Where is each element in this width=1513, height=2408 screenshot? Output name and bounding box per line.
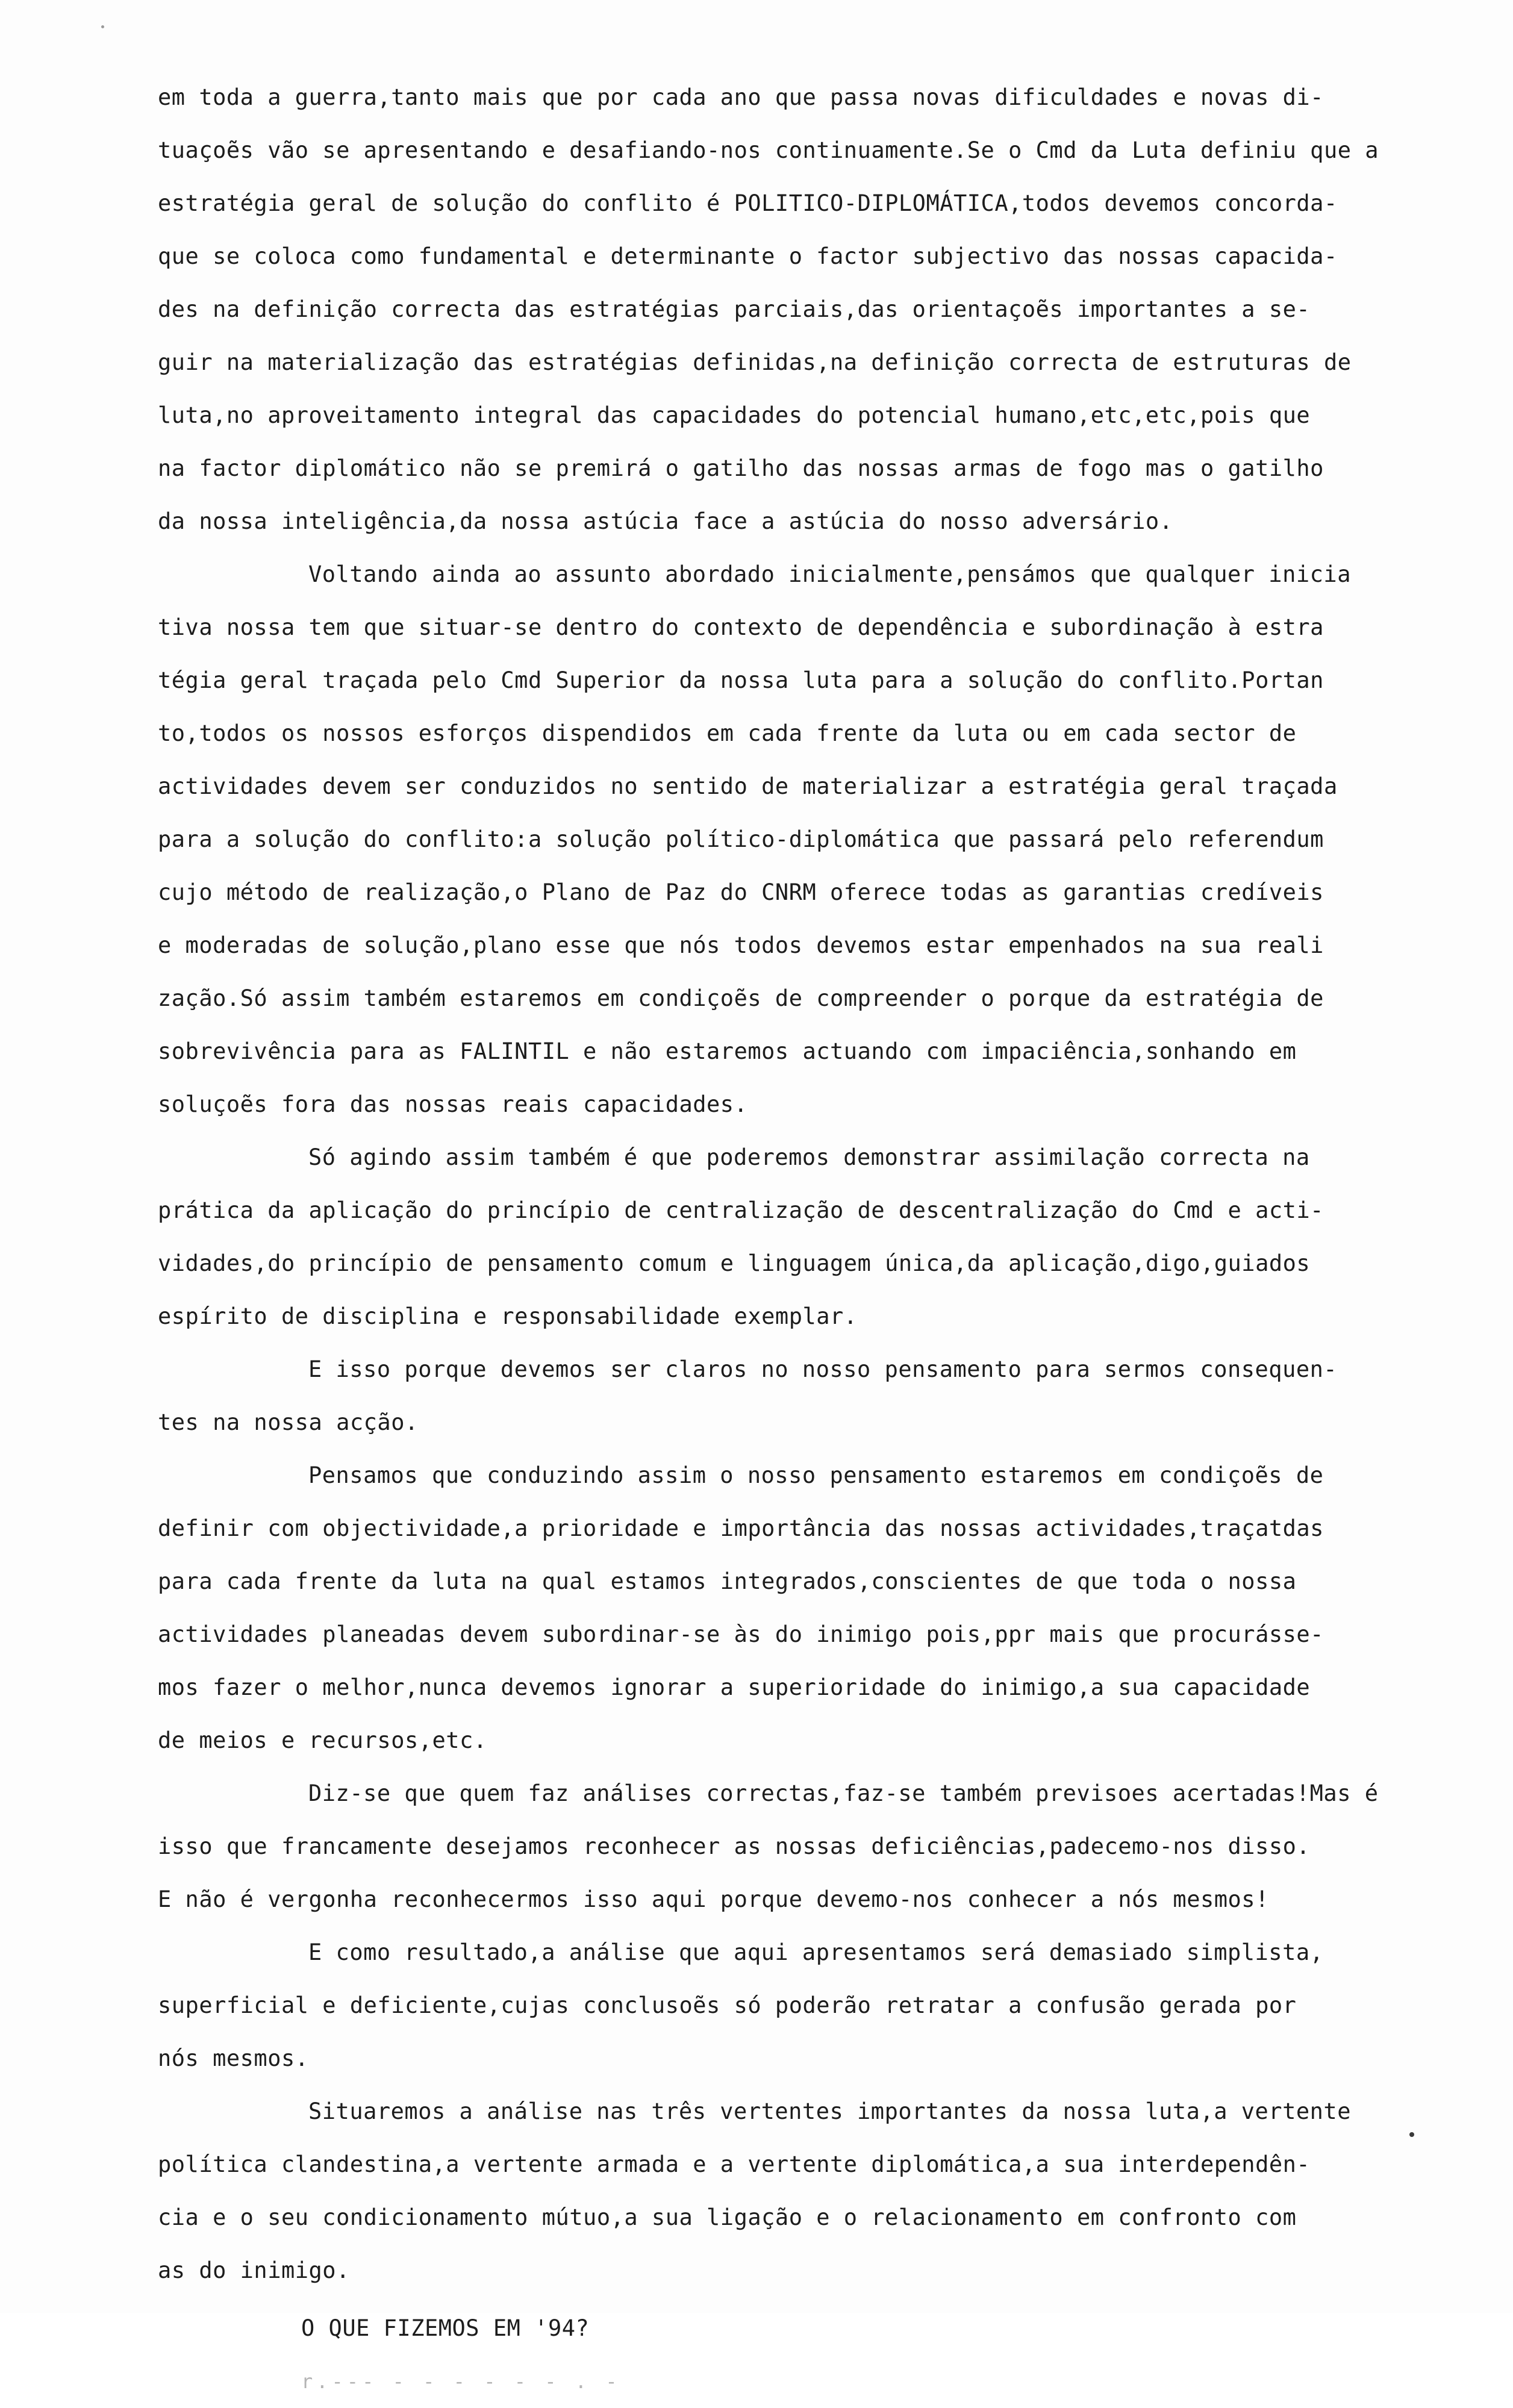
- paragraph-line: soluçoẽs fora das nossas reais capacidades.: [158, 1091, 748, 1117]
- paragraph-line: cia e o seu condicionamento mútuo,a sua ligação e o relacionamento em confronto com: [158, 2204, 1297, 2230]
- paragraph-first-line: Diz-se que quem faz análises correctas,faz-se também previsoes acertadas!Mas é: [308, 1780, 1379, 1806]
- paragraph-line: zação.Só assim também estaremos em condiçoẽs de compreender o porque da estratégia de: [158, 985, 1324, 1011]
- paragraph-line: na factor diplomático não se premirá o gatilho das nossas armas de fogo mas o gatilho: [158, 455, 1324, 481]
- paragraph-line: E não é vergonha reconhecermos isso aqui porque devemo-nos conhecer a nós mesmos!: [158, 1886, 1269, 1912]
- faint-cut-off-line: r.--- - - - - - - . -: [301, 2370, 621, 2393]
- paragraph-line: de meios e recursos,etc.: [158, 1727, 487, 1753]
- paragraph-first-line: em toda a guerra,tanto mais que por cada ano que passa novas dificuldades e novas di-: [158, 84, 1324, 110]
- section-heading: O QUE FIZEMOS EM '94?: [301, 2315, 590, 2341]
- paragraph-line: e moderadas de solução,plano esse que nós todos devemos estar empenhados na sua reali: [158, 932, 1324, 958]
- paragraph-first-line: E como resultado,a análise que aqui apresentamos será demasiado simplista,: [308, 1939, 1324, 1965]
- paragraph-line: tégia geral traçada pelo Cmd Superior da nossa luta para a solução do conflito.Portan: [158, 667, 1324, 693]
- paragraph-line: que se coloca como fundamental e determinante o factor subjectivo das nossas capacida-: [158, 243, 1338, 269]
- paragraph-line: actividades planeadas devem subordinar-se às do inimigo pois,ppr mais que procurásse-: [158, 1621, 1324, 1647]
- paragraph-line: as do inimigo.: [158, 2257, 350, 2283]
- paragraph-first-line: Só agindo assim também é que poderemos demonstrar assimilação correcta na: [308, 1144, 1310, 1170]
- paragraph-first-line: Situaremos a análise nas três vertentes importantes da nossa luta,a vertente: [308, 2098, 1351, 2124]
- paragraph-first-line: Pensamos que conduzindo assim o nosso pensamento estaremos em condiçoẽs de: [308, 1462, 1324, 1488]
- paragraph-line: da nossa inteligência,da nossa astúcia face a astúcia do nosso adversário.: [158, 508, 1173, 534]
- paragraph-line: isso que francamente desejamos reconhecer as nossas deficiências,padecemo-nos disso.: [158, 1833, 1311, 1859]
- paragraph-line: nós mesmos.: [158, 2045, 309, 2071]
- paragraph-line: to,todos os nossos esforços dispendidos em cada frente da luta ou em cada sector de: [158, 720, 1297, 746]
- paragraph-line: tes na nossa acção.: [158, 1409, 419, 1435]
- paragraph-first-line: Voltando ainda ao assunto abordado inicialmente,pensámos que qualquer inicia: [308, 561, 1351, 587]
- paragraph-line: estratégia geral de solução do conflito é POLITICO-DIPLOMÁTICA,todos devemos concorda-: [158, 190, 1338, 216]
- paragraph-line: superficial e deficiente,cujas conclusoẽs só poderão retratar a confusão gerada por: [158, 1992, 1297, 2018]
- paragraph-line: definir com objectividade,a prioridade e importância das nossas actividades,traçatdas: [158, 1515, 1324, 1541]
- paragraph-line: prática da aplicação do princípio de centralização de descentralização do Cmd e acti-: [158, 1197, 1324, 1223]
- ink-speck: [1409, 2132, 1414, 2137]
- paragraph-line: actividades devem ser conduzidos no sentido de materializar a estratégia geral traçada: [158, 773, 1338, 799]
- ink-speck: [101, 25, 104, 28]
- paragraph-line: para a solução do conflito:a solução político-diplomática que passará pelo referendum: [158, 826, 1324, 852]
- document-body: [158, 71, 1441, 2408]
- paragraph-line: política clandestina,a vertente armada e a vertente diplomática,a sua interdependên-: [158, 2151, 1311, 2177]
- paragraph-line: des na definição correcta das estratégias parciais,das orientaçoẽs importantes a se-: [158, 296, 1311, 322]
- paragraph-line: sobrevivência para as FALINTIL e não estaremos actuando com impaciência,sonhando em: [158, 1038, 1297, 1064]
- paragraph-line: mos fazer o melhor,nunca devemos ignorar a superioridade do inimigo,a sua capacidade: [158, 1674, 1311, 1700]
- paragraph-line: espírito de disciplina e responsabilidade exemplar.: [158, 1303, 858, 1329]
- paragraph-first-line: E isso porque devemos ser claros no nosso pensamento para sermos consequen-: [308, 1356, 1338, 1382]
- paragraph-line: tiva nossa tem que situar-se dentro do contexto de dependência e subordinação à estra: [158, 614, 1324, 640]
- paragraph-line: tuaçoẽs vão se apresentando e desafiando-nos continuamente.Se o Cmd da Luta definiu que a: [158, 137, 1379, 163]
- paragraph-line: para cada frente da luta na qual estamos integrados,conscientes de que toda o nossa: [158, 1568, 1297, 1594]
- paragraph-line: vidades,do princípio de pensamento comum e linguagem única,da aplicação,digo,guiados: [158, 1250, 1311, 1276]
- paragraph-line: guir na materialização das estratégias definidas,na definição correcta de estruturas de: [158, 349, 1352, 375]
- paragraph-line: cujo método de realização,o Plano de Paz do CNRM oferece todas as garantias credíveis: [158, 879, 1324, 905]
- paragraph-line: luta,no aproveitamento integral das capacidades do potencial humano,etc,etc,pois que: [158, 402, 1311, 428]
